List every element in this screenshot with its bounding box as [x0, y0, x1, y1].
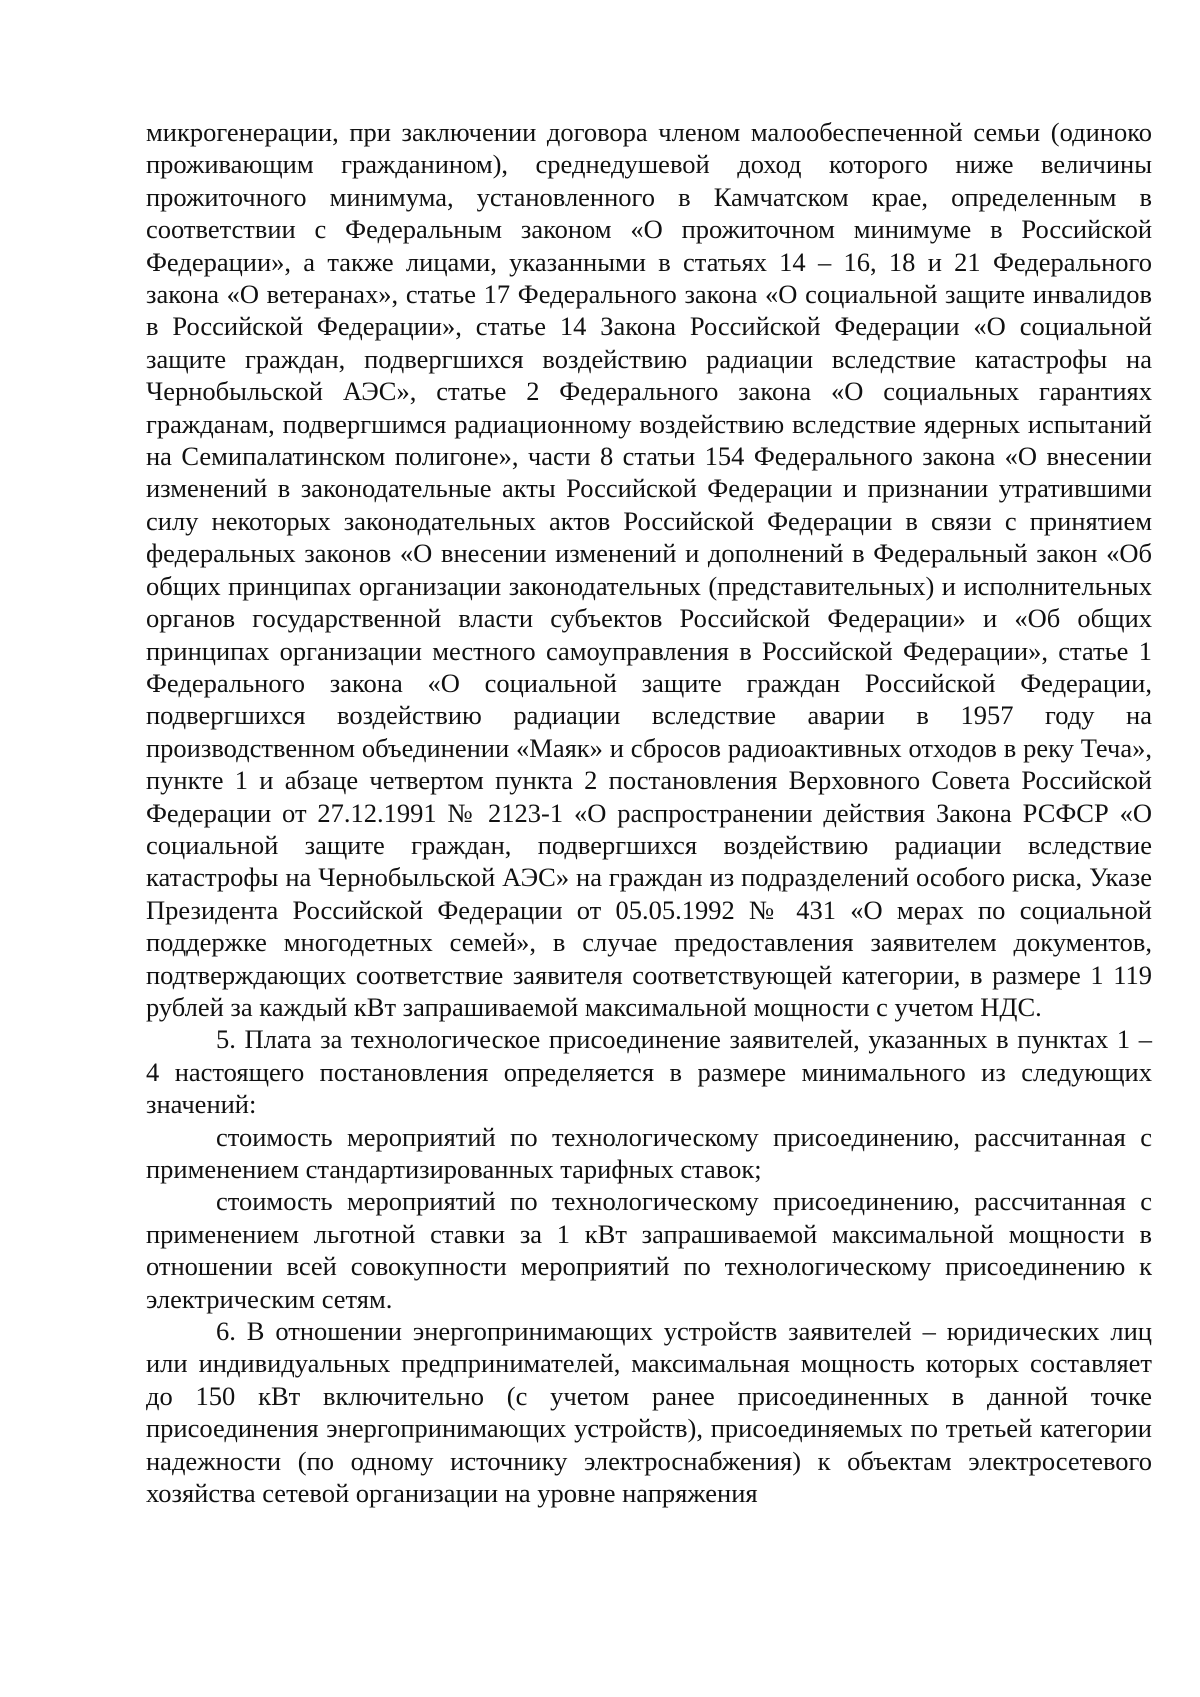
- document-page: [146, 116, 1152, 1509]
- paragraph-item-6-legal-entities: 6. В отношении энергопринимающих устройств заявителей – юридических лиц или индивидуальных предпринимателей, максимальная мощность которых составляет до 150 кВт включительно (с учетом ранее присоединенных в данной точке присоединения энергопринимающих устройств), присоединяемых по третьей категории надежности (по одному источнику электроснабжения) к объектам электросетевого хозяйства сетевой организации на уровне напряжения: [146, 1316, 1152, 1509]
- paragraph-preferential-rate: стоимость мероприятий по технологическому присоединению, рассчитанная с применением льготной ставки за 1 кВт запрашиваемой максимальной мощности в отношении всей совокупности мероприятий по технологическому присоединению к электрическим сетям.: [146, 1186, 1152, 1314]
- paragraph-item-5-payment: 5. Плата за технологическое присоединение заявителей, указанных в пунктах 1 – 4 настоящего постановления определяется в размере минимального из следующих значений:: [146, 1024, 1152, 1120]
- paragraph-standard-rates: стоимость мероприятий по технологическому присоединению, рассчитанная с применением стандартизированных тарифных ставок;: [146, 1121, 1152, 1184]
- paragraph-continuation-benefit-categories: микрогенерации, при заключении договора членом малообеспеченной семьи (одиноко проживающим гражданином), среднедушевой доход которого ниже величины прожиточного минимума, установленного в Камчатском крае, определенным в соответствии с Федеральным законом «О прожиточном минимуме в Российской Федерации», а также лицами, указанными в статьях 14 – 16, 18 и 21 Федерального закона «О ветеранах», статье 17 Федерального закона «О социальной защите инвалидов в Российской Федерации», статье 14 Закона Российской Федерации «О социальной защите граждан, подвергшихся воздействию радиации вследствие катастрофы на Чернобыльской АЭС», статье 2 Федерального закона «О социальных гарантиях гражданам, подвергшимся радиационному воздействию вследствие ядерных испытаний на Семипалатинском полигоне», части 8 статьи 154 Федерального закона «О внесении изменений в законодательные акты Российской Федерации и признании утратившими силу некоторых законодательных актов Российской Федерации в связи с принятием федеральных законов «О внесении изменений и дополнений в Федеральный закон «Об общих принципах организации законодательных (представительных) и исполнительных органов государственной власти субъектов Российской Федерации» и «Об общих принципах организации местного самоуправления в Российской Федерации», статье 1 Федерального закона «О социальной защите граждан Российской Федерации, подвергшихся воздействию радиации вследствие аварии в 1957 году на производственном объединении «Маяк» и сбросов радиоактивных отходов в реку Теча», пункте 1 и абзаце четвертом пункта 2 постановления Верховного Совета Российской Федерации от 27.12.1991 № 2123-1 «О распространении действия Закона РСФСР «О социальной защите граждан, подвергшихся воздействию радиации вследствие катастрофы на Чернобыльской АЭС» на граждан из подразделений особого риска, Указе Президента Российской Федерации от 05.05.1992 № 431 «О мерах по социальной поддержке многодетных семей», в случае предоставления заявителем документов, подтверждающих соответствие заявителя соответствующей категории, в размере 1 119 рублей за каждый кВт запрашиваемой максимальной мощности с учетом НДС.: [146, 117, 1152, 1022]
